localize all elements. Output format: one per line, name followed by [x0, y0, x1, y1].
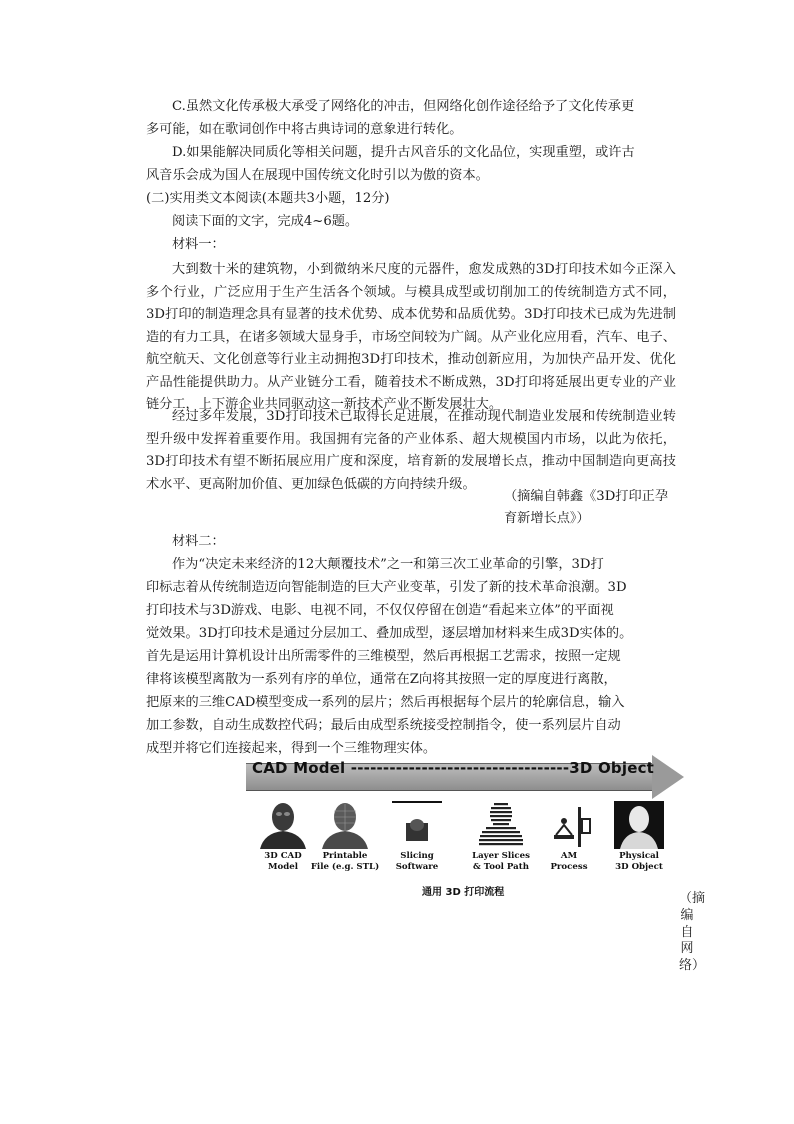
banner-label: CAD Model ----------------------------------3D Object: [252, 759, 655, 777]
am-machine-icon: [544, 801, 594, 849]
step-physical-line-2: 3D Object: [615, 861, 663, 872]
step-cad-line-2: Model: [268, 861, 298, 872]
step-layer-line-1: Layer Slices: [472, 851, 530, 861]
figure-source-vertical: （摘编自网络）: [679, 891, 706, 974]
material-1-source-line-2: 育新增长点》）: [504, 511, 590, 526]
step-slicing-line-1: Slicing: [400, 851, 434, 861]
physical-bust-icon: [606, 801, 672, 849]
slicing-screen-icon: [392, 801, 442, 849]
process-steps: [246, 801, 686, 891]
material-2-line-5: 首先是运用计算机设计出所需零件的三维模型，然后再根据工艺需求，按照一定规: [146, 649, 621, 664]
figure-caption: 通用 3D 打印流程: [422, 887, 505, 898]
step-layer-slices: [464, 801, 538, 891]
section-instruction: 阅读下面的文字，完成4~6题。: [172, 214, 359, 229]
step-physical-line-1: Physical: [619, 851, 659, 861]
material-2-line-2: 印标志着从传统制造迈向智能制造的巨大产业变革，引发了新的技术革命浪潮。3D: [146, 580, 627, 595]
material-2-line-6: 律将该模型离散为一系列有序的单位，通常在Z向将其按照一定的厚度进行离散，: [146, 672, 617, 687]
material-2-line-7: 把原来的三维CAD模型变成一系列的层片；然后再根据每个层片的轮廓信息，输入: [146, 695, 625, 710]
step-physical-object: [602, 801, 676, 891]
material-1-label: 材料一：: [172, 237, 225, 252]
step-layer-line-2: & Tool Path: [473, 861, 529, 872]
material-2-line-8: 加工参数，自动生成数控代码；最后由成型系统接受控制指令，使一系列层片自动: [146, 718, 621, 733]
material-1-paragraph-1: 大到数十米的建筑物，小到微纳米尺度的元器件，愈发成熟的3D打印技术如今正深入多个行业，广泛应用于生产生活各个领域。与模具成型或切削加工的传统制造方式不同，3D打印的制造理念具有显著的技术优势、成本优势和品质优势。3D打印技术已成为先进制造的有力工具，在诸多领域大显身手，市场空间较为广阔。从产业化应用看，汽车、电子、航空航天、文化创意等行业主动拥抱3D打印技术，推动创新应用，为加快产品开发、优化产品性能提供助力。从产业链分工看，随着技术不断成熟，3D打印将延展出更专业的产业链分工，上下游企业共同驱动这一新技术产业不断发展壮大。: [146, 262, 676, 412]
layer-slices-icon: [476, 801, 526, 849]
material-1-paragraph-2: 经过多年发展，3D打印技术已取得长足进展，在推动现代制造业发展和传统制造业转型升级中发挥着重要作用。我国拥有完备的产业体系、超大规模国内市场，以此为依托，3D打印技术有望不断拓展应用广度和深度，培育新的发展增长点，推动中国制造向更高技术水平、更高附加价值、更加绿色低碳的方向持续升级。: [146, 409, 676, 492]
step-am-line-1: AM: [560, 851, 578, 861]
material-2-line-9: 成型并将它们连接起来，得到一个三维物理实体。: [146, 741, 437, 756]
mesh-head-icon: [320, 801, 370, 849]
option-d-line-2: 风音乐会成为国人在展现中国传统文化时引以为傲的资本。: [146, 168, 489, 183]
cad-head-icon: [258, 801, 308, 849]
material-2-line-1: 作为“决定未来经济的12大颠覆技术”之一和第三次工业革命的引擎，3D打: [172, 557, 604, 572]
section-heading: (二)实用类文本阅读(本题共3小题，12分): [146, 191, 390, 206]
option-d-line-1: D.如果能解决同质化等相关问题，提升古风音乐的文化品位，实现重塑，或许古: [172, 145, 635, 160]
step-am-process: [532, 801, 606, 891]
step-cad-line-1: 3D CAD: [264, 851, 302, 861]
step-printable-file: [308, 801, 382, 891]
material-2-line-3: 打印技术与3D游戏、电影、电视不同，不仅仅停留在创造“看起来立体”的平面视: [146, 603, 614, 618]
printing-process-figure: [246, 755, 686, 905]
step-slicing-line-2: Software: [395, 861, 439, 872]
option-c-line-1: C.虽然文化传承极大承受了网络化的冲击，但网络化创作途径给予了文化传承更: [172, 99, 635, 114]
step-printable-line-2: File (e.g. STL): [310, 861, 380, 872]
step-slicing-software: [380, 801, 454, 891]
step-printable-line-1: Printable: [322, 851, 368, 861]
material-2-line-4: 觉效果。3D打印技术是通过分层加工、叠加成型，逐层增加材料来生成3D实体的。: [146, 626, 633, 641]
option-c-line-2: 多可能，如在歌词创作中将古典诗词的意象进行转化。: [146, 122, 463, 137]
material-1-source-line-1: （摘编自韩鑫《3D打印正孕: [504, 489, 669, 504]
step-am-line-2: Process: [550, 861, 588, 872]
material-2-label: 材料二：: [172, 534, 225, 549]
